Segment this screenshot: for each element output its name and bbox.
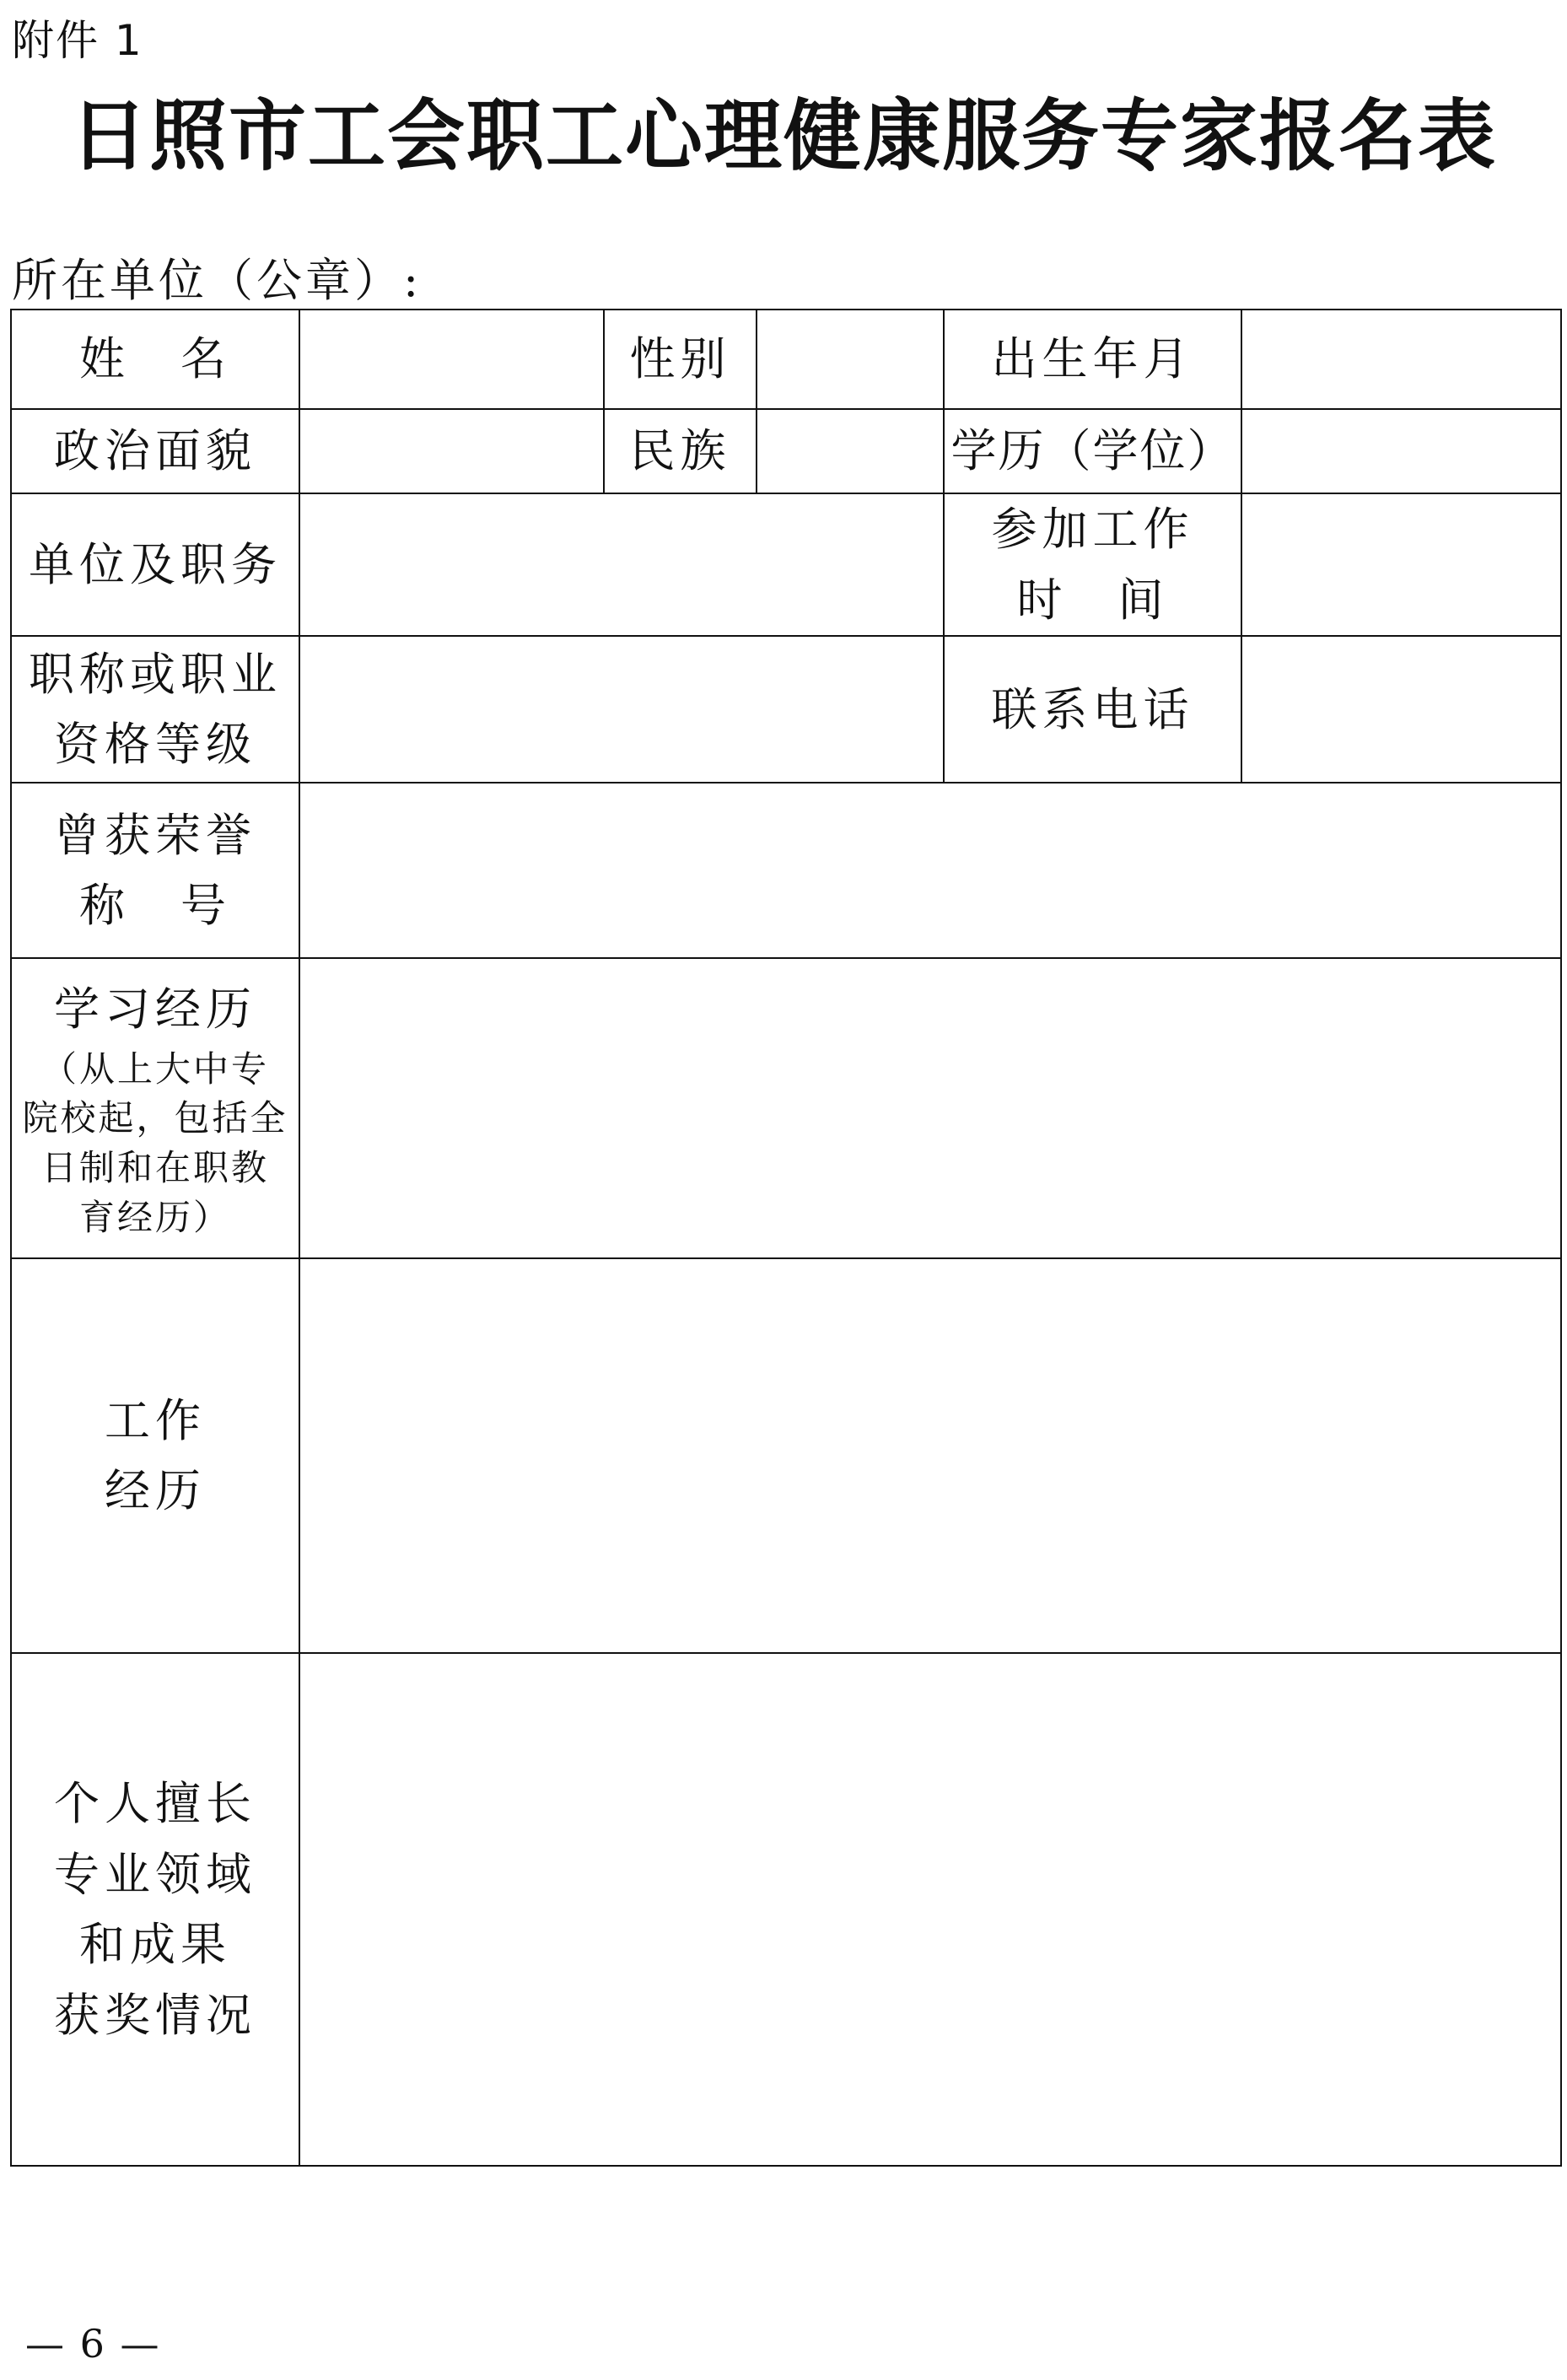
expertise-label: 个人擅长 专业领域 和成果 获奖情况 xyxy=(11,1653,299,2166)
political-field[interactable] xyxy=(299,409,604,493)
work-history-label: 工作 经历 xyxy=(11,1258,299,1653)
ethnicity-label: 民族 xyxy=(604,409,757,493)
study-field[interactable] xyxy=(299,958,1561,1258)
birth-field[interactable] xyxy=(1241,310,1561,409)
birth-label: 出生年月 xyxy=(944,310,1241,409)
work-start-field[interactable] xyxy=(1241,493,1561,636)
gender-label: 性别 xyxy=(604,310,757,409)
political-label: 政治面貌 xyxy=(11,409,299,493)
unit-seal-label: 所在单位（公章）: xyxy=(12,254,423,307)
honors-label: 曾获荣誉 称 号 xyxy=(11,783,299,958)
registration-form-table xyxy=(10,309,1562,2167)
page-title: 日照市工会职工心理健康服务专家报名表 xyxy=(69,91,1497,181)
education-field[interactable] xyxy=(1241,409,1561,493)
unit-position-label: 单位及职务 xyxy=(11,493,299,636)
work-history-field[interactable] xyxy=(299,1258,1561,1653)
title-field[interactable] xyxy=(299,636,944,783)
unit-position-field[interactable] xyxy=(299,493,944,636)
phone-field[interactable] xyxy=(1241,636,1561,783)
work-start-label: 参加工作 时 间 xyxy=(944,493,1241,636)
title-label: 职称或职业 资格等级 xyxy=(11,636,299,783)
gender-field[interactable] xyxy=(757,310,944,409)
education-label: 学历（学位） xyxy=(944,409,1241,493)
name-field[interactable] xyxy=(299,310,604,409)
honors-field[interactable] xyxy=(299,783,1561,958)
expertise-field[interactable] xyxy=(299,1653,1561,2166)
attachment-label: 附件 1 xyxy=(12,16,143,65)
page-number: — 6 — xyxy=(25,2321,161,2367)
phone-label: 联系电话 xyxy=(944,636,1241,783)
study-label: 学习经历 （从上大中专 院校起，包括全 日制和在职教 育经历） xyxy=(11,958,299,1258)
ethnicity-field[interactable] xyxy=(757,409,944,493)
name-label: 姓 名 xyxy=(11,310,299,409)
